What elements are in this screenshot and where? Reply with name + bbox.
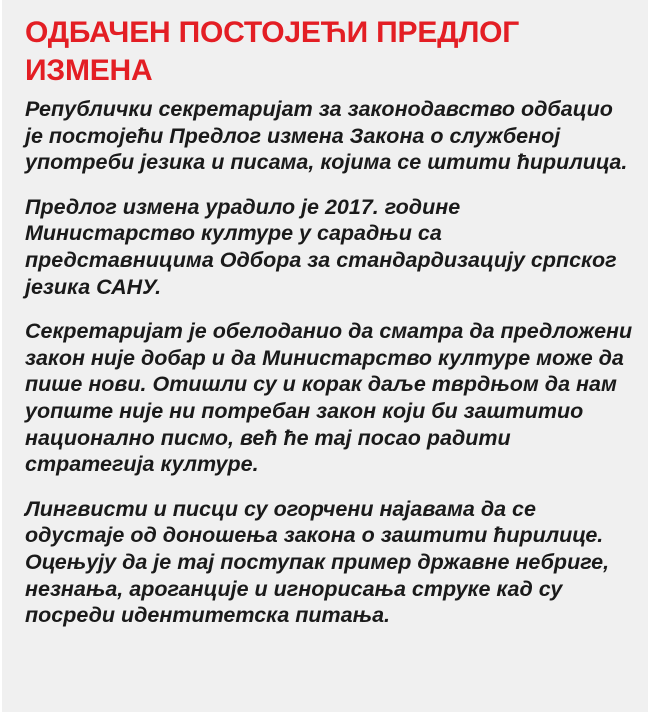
article-paragraph-1: Републички секретаријат за законодавство одбацио је постојећи Предлог измена Закона о службеној употреби језика и писама, којима се штити ћирилица. [25, 97, 628, 175]
article-paragraph-4: Лингвисти и писци су огорчени најавама да се одустаје од доношења закона о заштити ћирилице. Оцењују да је тај поступак пример државне небриге, незнања, ароганције и игнорисања струке кад су посреди идентитетска питања. [25, 496, 610, 628]
article-panel [2, 0, 648, 712]
article-paragraph-2: Предлог измена урадило је 2017. године Министарство културе у сарадњи са представницима Одбора за стандардизацију српског језика САНУ. [25, 194, 617, 299]
article-paragraph-3: Секретаријат је обелоданио да сматра да предложени закон није добар и да Министарство културе може да пише нови. Отишли су и корак даље тврдњом да нам уопште није ни потребан закон који би заштитио национално писмо, већ ће тај посао радити стратегија културе. [25, 319, 633, 477]
article-title: ОДБАЧЕН ПОСТОЈЕЋИ ПРЕДЛОГ ИЗМЕНА [25, 16, 520, 87]
